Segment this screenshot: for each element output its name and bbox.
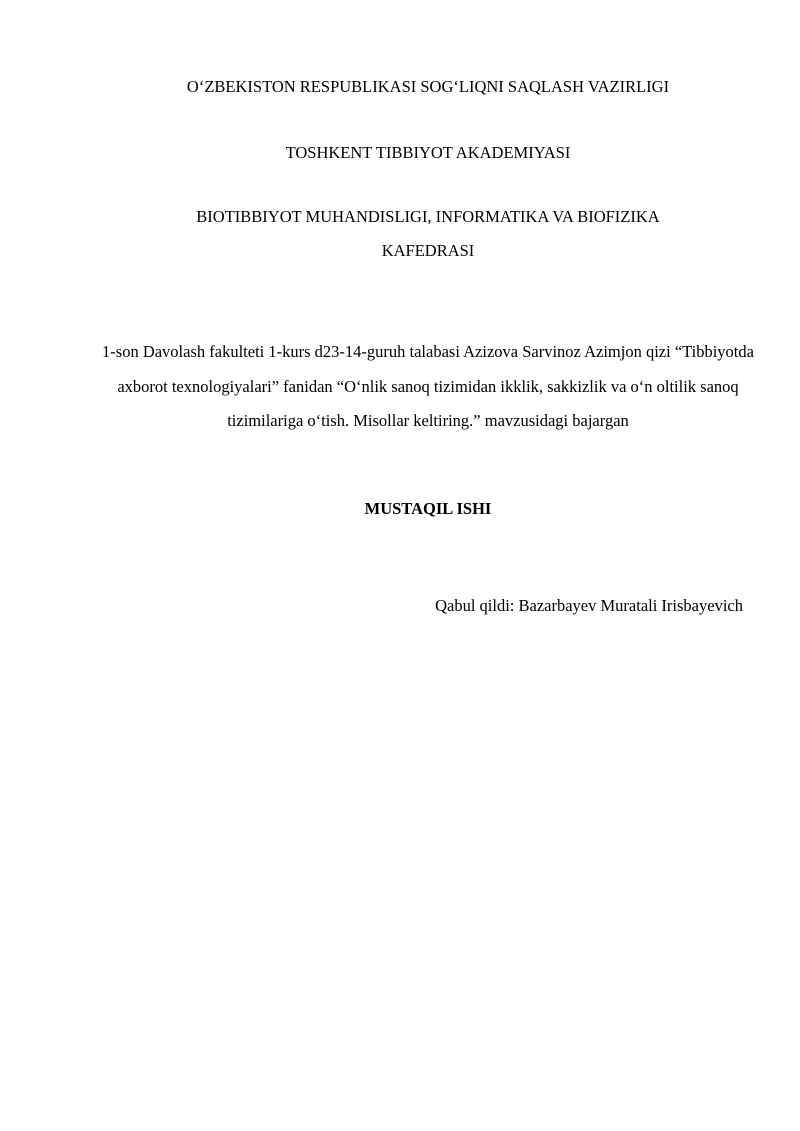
document-title: MUSTAQIL ISHI xyxy=(364,499,492,518)
department-heading-line2: KAFEDRASI xyxy=(381,241,475,260)
academy-heading: TOSHKENT TIBBIYOT AKADEMIYASI xyxy=(285,143,571,162)
ministry-heading: O‘ZBEKISTON RESPUBLIKASI SOG‘LIQNI SAQLASH VAZIRLIGI xyxy=(186,77,670,96)
received-by-line: Qabul qildi: Bazarbayev Muratali Irisbayevich xyxy=(435,596,743,615)
assignment-description: 1-son Davolash fakulteti 1-kurs d23-14-guruh talabasi Azizova Sarvinoz Azimjon qizi “Tibbiyotda axborot texnologiyalari” fanidan “O‘nlik sanoq tizimidan ikklik, sakkizlik va o‘n oltilik sanoq tizimilariga o‘tish. Misollar keltiring.” mavzusidagi bajargan xyxy=(102,342,754,431)
department-heading-line1: BIOTIBBIYOT MUHANDISLIGI, INFORMATIKA VA BIOFIZIKA xyxy=(196,207,660,226)
